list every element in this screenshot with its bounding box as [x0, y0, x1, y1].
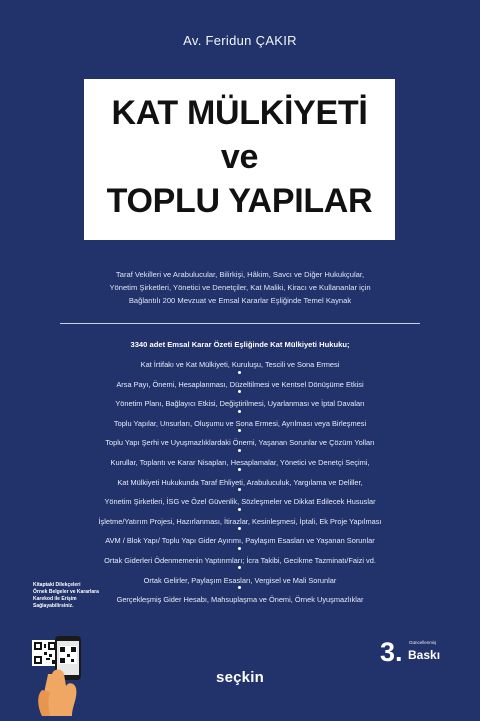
bullet-icon: [238, 566, 241, 569]
contents-heading: 3340 adet Emsal Karar Özeti Eşliğinde Kat Mülkiyeti Hukuku;: [130, 340, 350, 349]
list-item: [0, 395, 480, 415]
list-item-text: Yönetim Planı, Bağlayıcı Etkisi, Değiştirilmesi, Uyarlanması ve İptal Davaları: [115, 399, 365, 409]
bullet-icon: [238, 449, 241, 452]
list-item-text: Gerçekleşmiş Gider Hesabı, Mahsuplaşma ve Önemi, Örnek Uyuşmazlıklar: [116, 595, 364, 605]
list-item: [0, 552, 480, 572]
list-item-text: Kat İrtifakı ve Kat Mülkiyeti, Kuruluşu, Tescili ve Sona Ermesi: [140, 360, 340, 369]
qr-note: [33, 582, 103, 610]
subtitle-line-2: Yönetim Şirketleri, Yönetici ve Denetçiler, Kat Maliki, Kiracı ve Kullananlar için: [109, 283, 371, 292]
bullet-icon: [238, 547, 241, 550]
list-item: [0, 493, 480, 513]
list-item: [0, 513, 480, 533]
list-item-text: Arsa Payı, Önemi, Hesaplanması, Düzeltilmesi ve Kentsel Dönüşüme Etkisi: [116, 379, 364, 389]
bullet-icon: [238, 488, 241, 491]
list-item-text: Kurullar, Toplantı ve Karar Nisapları, Hesaplamalar, Yönetici ve Denetçi Seçimi,: [110, 457, 370, 467]
title-line-3: TOPLU YAPILAR: [106, 182, 373, 220]
edition-badge: [380, 636, 460, 668]
contents-list: [0, 356, 480, 611]
qr-note-line-2: Örnek Belgeler ve Kararlara: [33, 589, 99, 595]
list-item-text: Toplu Yapı Şerhi ve Uyuşmazlıklardaki Önemi, Yaşanan Sorunlar ve Çözüm Yolları: [105, 438, 375, 448]
subtitle-line-1: Taraf Vekilleri ve Arabulucular, Bilirkişi, Hâkim, Savcı ve Diğer Hukukçular,: [115, 270, 365, 279]
list-item: [0, 356, 480, 376]
list-item-text: Kat Mülkiyeti Hukukunda Taraf Ehliyeti, Arabuluculuk, Yargılama ve Deliller,: [117, 477, 363, 487]
bullet-icon: [238, 390, 241, 393]
list-item-text: Yönetim Şirketleri, İSG ve Özel Güvenlik, Sözleşmeler ve Dikkat Edilecek Hususlar: [104, 497, 376, 507]
list-item: [0, 474, 480, 494]
list-item: [0, 454, 480, 474]
qr-note-line-1: Kitaptaki Dilekçeleri: [33, 582, 81, 588]
bullet-icon: [238, 586, 241, 589]
bullet-icon: [238, 410, 241, 413]
list-item-text: Ortak Giderleri Ödenmemenin Yaptırımları; İcra Takibi, Gecikme Tazminatı/Faizi vd.: [104, 555, 376, 565]
qr-note-line-4: Sağlayabilirsiniz.: [33, 603, 74, 609]
subtitle-line-3: Bağlantılı 200 Mevzuat ve Emsal Kararlar Eşliğinde Temel Kaynak: [128, 296, 352, 305]
divider: [60, 323, 420, 324]
list-item: [0, 376, 480, 396]
list-item-text: Ortak Gelirler, Paylaşım Esasları, Vergisel ve Mali Sorunlar: [143, 575, 337, 585]
bullet-icon: [238, 527, 241, 530]
edition-number: 3.: [380, 637, 403, 667]
author-name: Av. Feridun ÇAKIR: [183, 33, 297, 48]
edition-updated-label: Güncellenmiş: [409, 640, 437, 645]
list-item: [0, 434, 480, 454]
bullet-icon: [238, 468, 241, 471]
publisher-logo: seçkin: [216, 669, 264, 686]
list-item: [0, 532, 480, 552]
title-line-1: KAT MÜLKİYETİ: [111, 94, 368, 132]
list-item-text: İşletme/Yatırım Projesi, Hazırlanması, İtirazlar, Kesinleşmesi, İptali, Ek Proje Yapılması: [98, 516, 382, 526]
title-line-2: ve: [220, 138, 259, 176]
qr-note-line-3: Karekod ile Erişim: [33, 596, 77, 602]
bullet-icon: [238, 508, 241, 511]
title-box: [84, 79, 395, 240]
edition-label: Baskı: [408, 648, 441, 662]
subtitle: [40, 268, 440, 307]
bullet-icon: [238, 429, 241, 432]
list-item-text: Toplu Yapılar, Unsurları, Oluşumu ve Sona Ermesi, Ayrılması veya Birleşmesi: [113, 418, 367, 428]
list-item: [0, 415, 480, 435]
list-item-text: AVM / Blok Yapı/ Toplu Yapı Gider Ayırımı, Paylaşım Esasları ve Yaşanan Sorunlar: [105, 536, 375, 546]
bullet-icon: [238, 371, 241, 374]
